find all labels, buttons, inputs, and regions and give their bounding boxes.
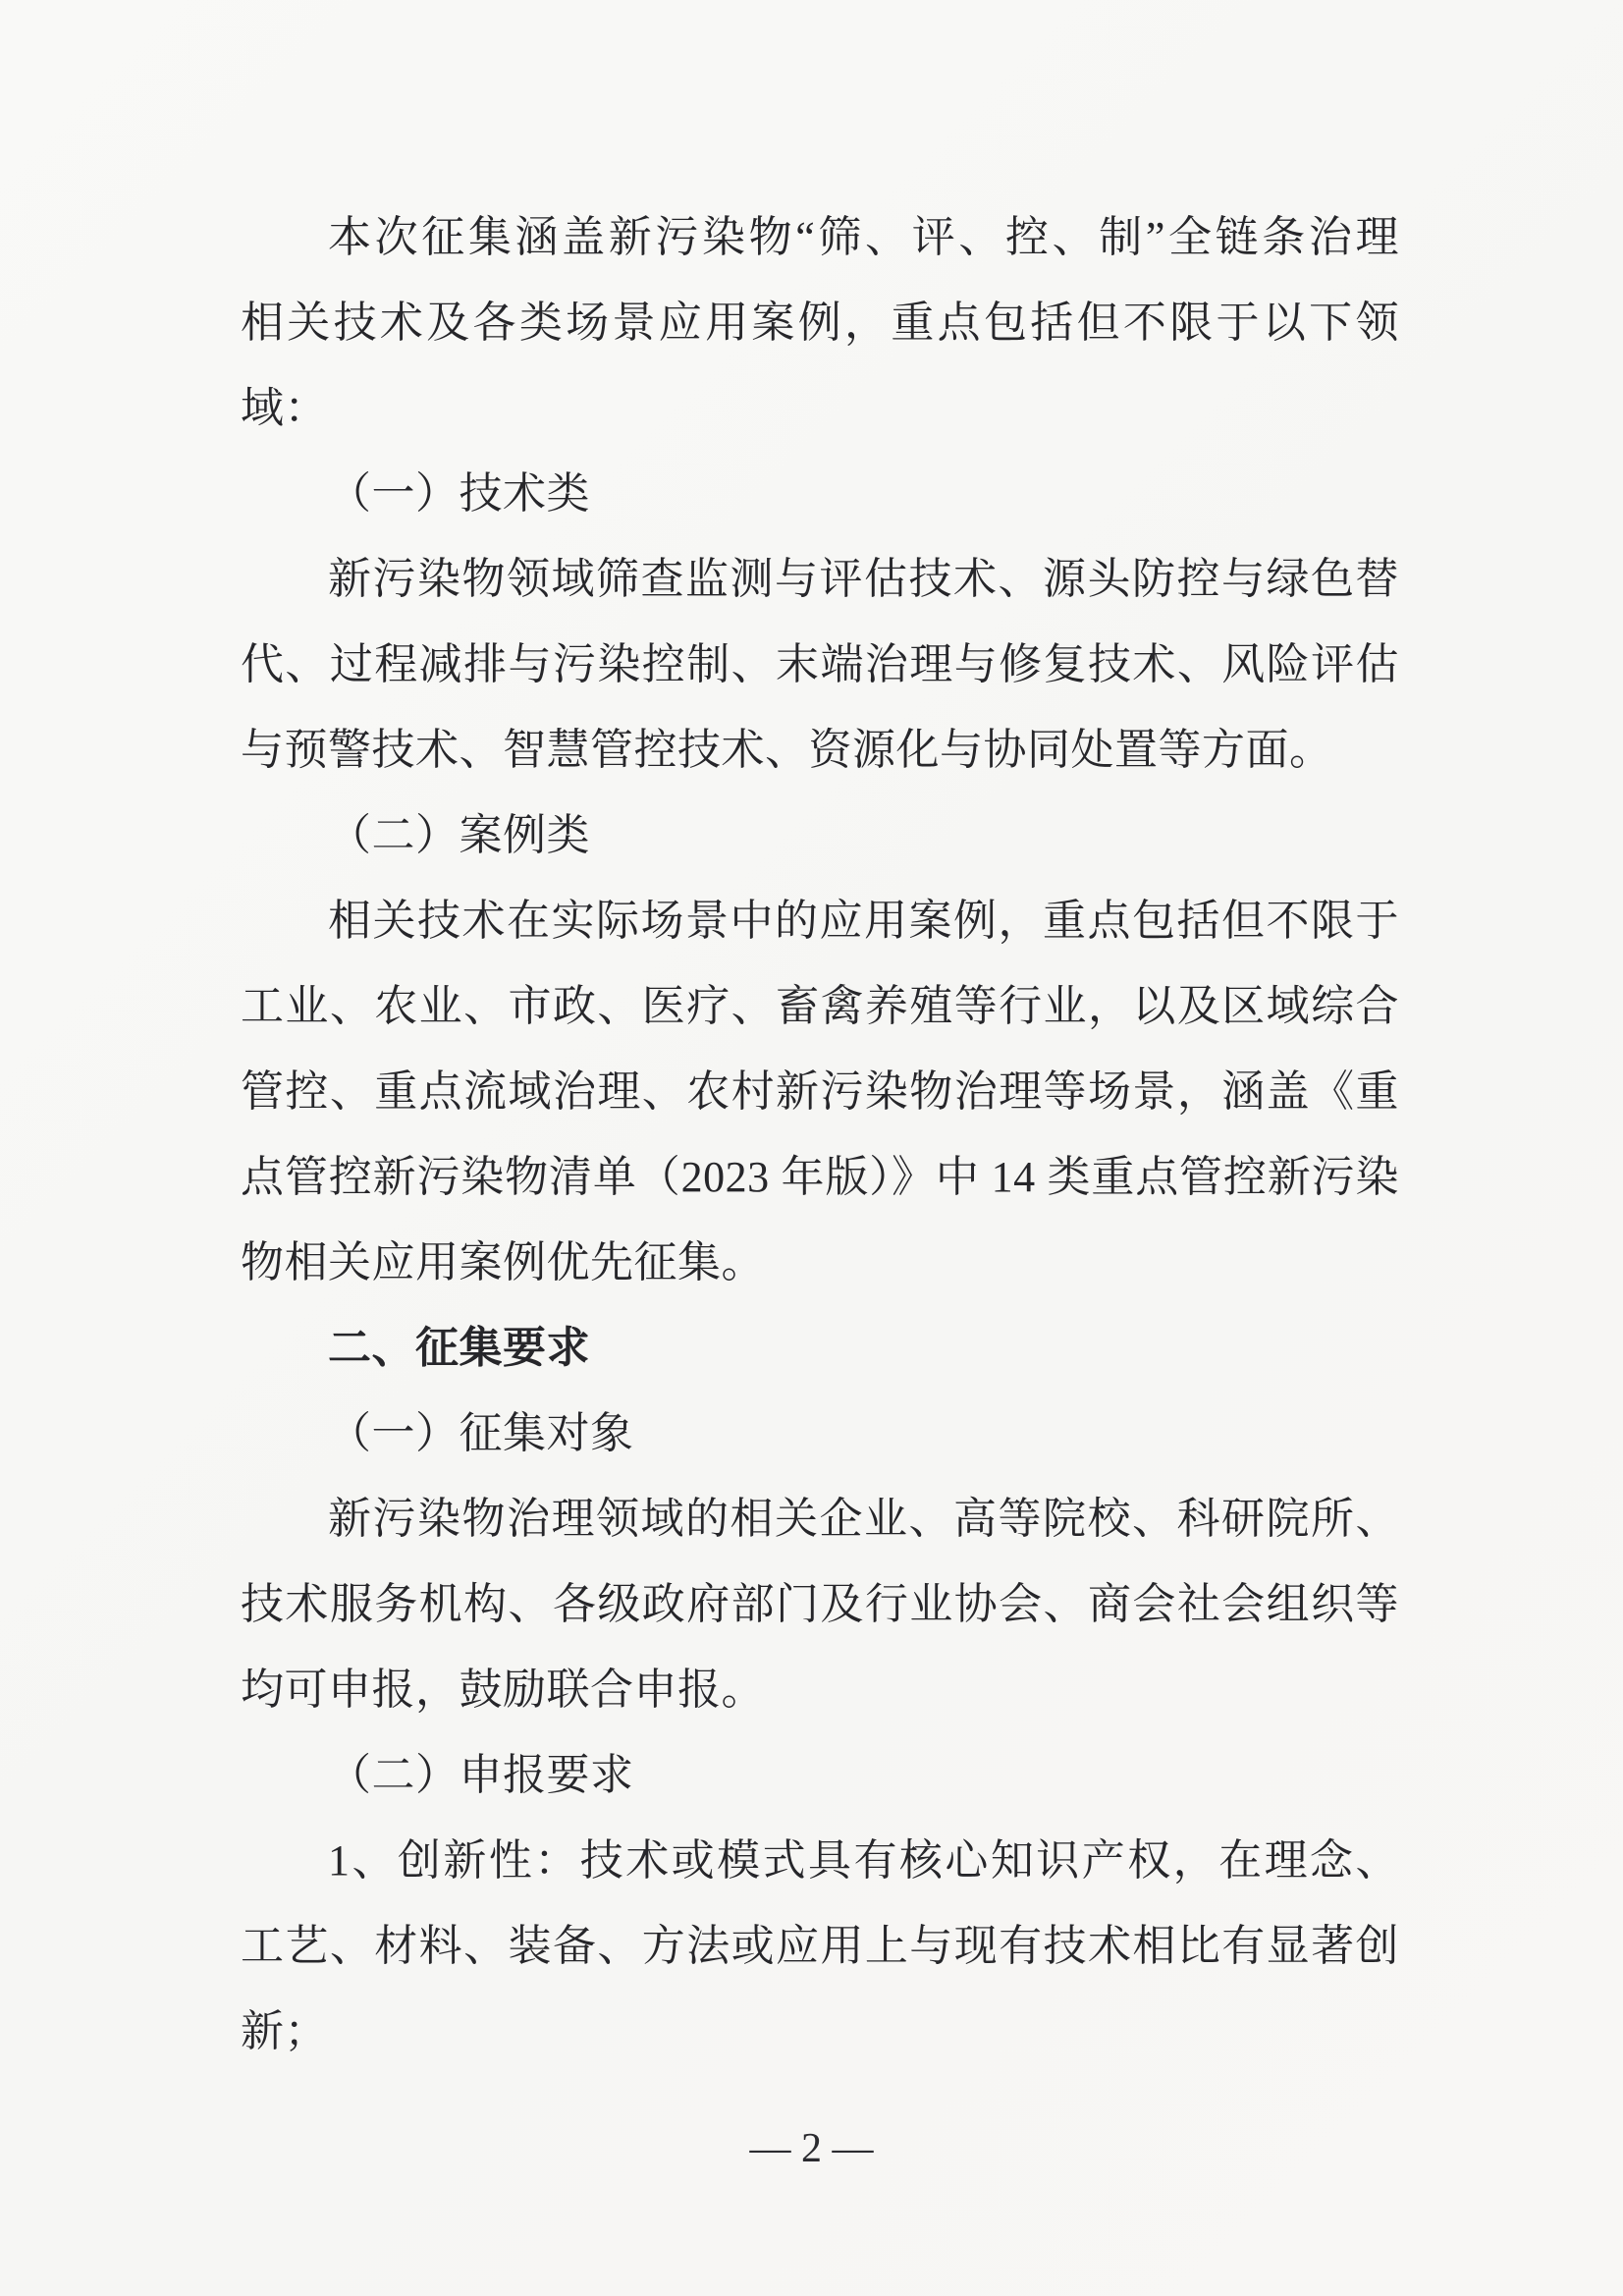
text-line: 新； <box>241 2007 328 2055</box>
text-line: 新污染物治理领域的相关企业、高等院校、科研院所、 <box>328 1495 1399 1543</box>
text-line: 1、创新性：技术或模式具有核心知识产权，在理念、 <box>328 1836 1399 1885</box>
text-line: 管控、重点流域治理、农村新污染物治理等场景，涵盖《重 <box>241 1067 1399 1116</box>
text-line: （二）案例类 <box>328 811 590 859</box>
text-line: 域： <box>241 384 328 432</box>
text-line: 与预警技术、智慧管控技术、资源化与协同处置等方面。 <box>241 726 1333 774</box>
text-line: 代、过程减排与污染控制、末端治理与修复技术、风险评估 <box>241 640 1399 688</box>
text-line: 工业、农业、市政、医疗、畜禽养殖等行业，以及区域综合 <box>241 982 1399 1030</box>
page-number: — 2 — <box>749 2126 874 2171</box>
text-line: 物相关应用案例优先征集。 <box>241 1238 765 1286</box>
text-line: （二）申报要求 <box>328 1751 634 1799</box>
text-line: （一）征集对象 <box>328 1409 634 1457</box>
text-line: 技术服务机构、各级政府部门及行业协会、商会社会组织等 <box>241 1580 1399 1628</box>
text-line: 相关技术及各类场景应用案例，重点包括但不限于以下领 <box>241 299 1399 347</box>
text-line: 新污染物领域筛查监测与评估技术、源头防控与绿色替 <box>328 555 1399 603</box>
document-body <box>241 194 1399 2074</box>
text-line: 均可申报，鼓励联合申报。 <box>241 1666 765 1714</box>
text-line: 工艺、材料、装备、方法或应用上与现有技术相比有显著创 <box>241 1922 1399 1970</box>
text-line: 本次征集涵盖新污染物“筛、评、控、制”全链条治理 <box>328 213 1399 261</box>
section-heading-line: 二、征集要求 <box>328 1324 590 1372</box>
text-line: 相关技术在实际场景中的应用案例，重点包括但不限于 <box>328 897 1399 945</box>
text-line: 点管控新污染物清单（2023 年版）》中 14 类重点管控新污染 <box>241 1153 1399 1201</box>
text-line: （一）技术类 <box>328 469 590 518</box>
